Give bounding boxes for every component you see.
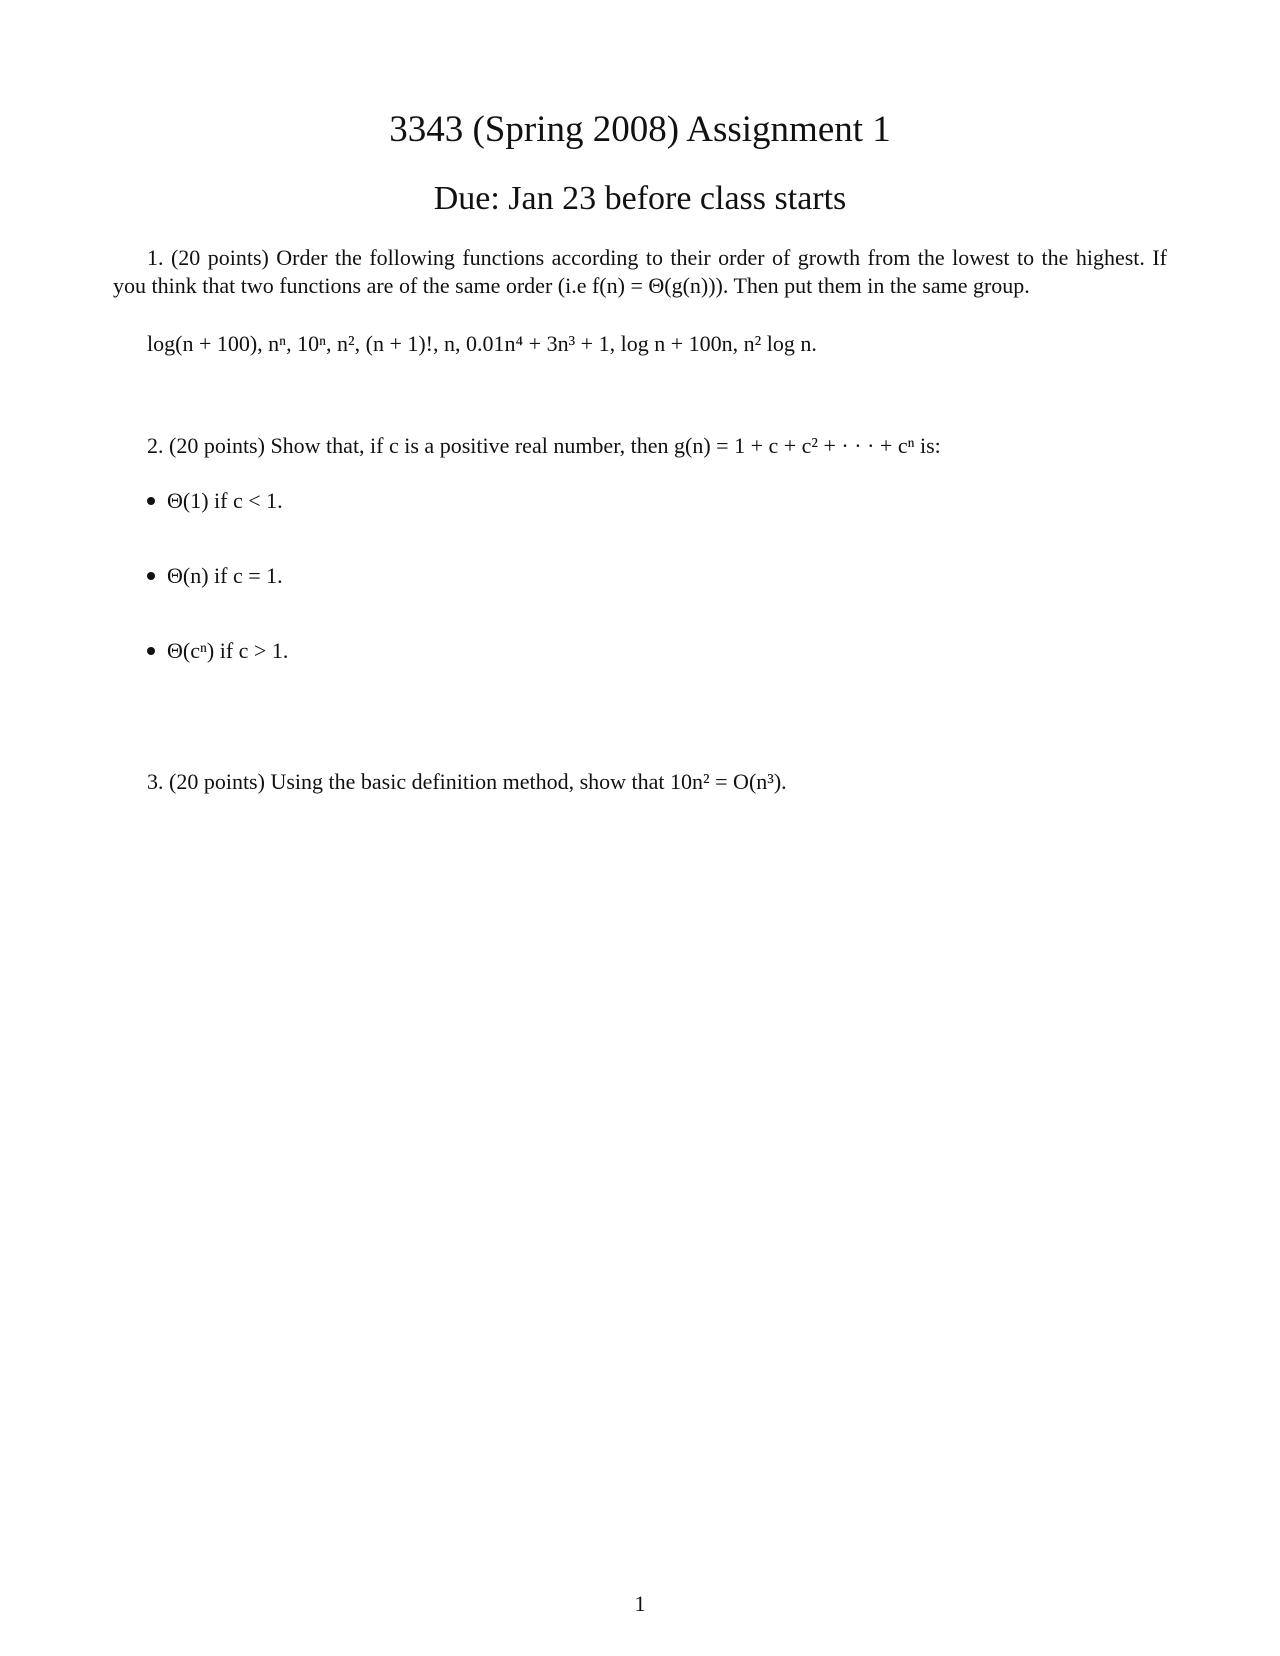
question-3-text: 3. (20 points) Using the basic definition method, show that 10n² = O(n³). xyxy=(147,769,787,794)
bullet-text: Θ(cⁿ) if c > 1. xyxy=(167,638,289,663)
question-1-functions: log(n + 100), nⁿ, 10ⁿ, n², (n + 1)!, n, 0.01n⁴ + 3n³ + 1, log n + 100n, n² log n. xyxy=(147,331,817,356)
bullet-dot-icon xyxy=(147,572,155,580)
question-1-text: 1. (20 points) Order the following functions according to their order of growth from the lowest to the highest. If you think that two functions are of the same order (i.e f(n) = Θ(g(n))). Then put them in the same group. xyxy=(113,245,1167,298)
question-2-bullet-2 xyxy=(147,562,283,590)
bullet-text: Θ(n) if c = 1. xyxy=(167,563,283,588)
due-date: Due: Jan 23 before class starts xyxy=(433,180,847,217)
document-title: 3343 (Spring 2008) Assignment 1 xyxy=(389,109,891,150)
page-number: 1 xyxy=(634,1591,646,1616)
question-2-text: 2. (20 points) Show that, if c is a positive real number, then g(n) = 1 + c + c² + · · · + cⁿ is: xyxy=(147,433,941,458)
bullet-text: Θ(1) if c < 1. xyxy=(167,488,283,513)
bullet-dot-icon xyxy=(147,497,155,505)
question-2-bullet-3 xyxy=(147,637,288,665)
bullet-dot-icon xyxy=(147,647,155,655)
question-2-bullet-1 xyxy=(147,487,283,515)
